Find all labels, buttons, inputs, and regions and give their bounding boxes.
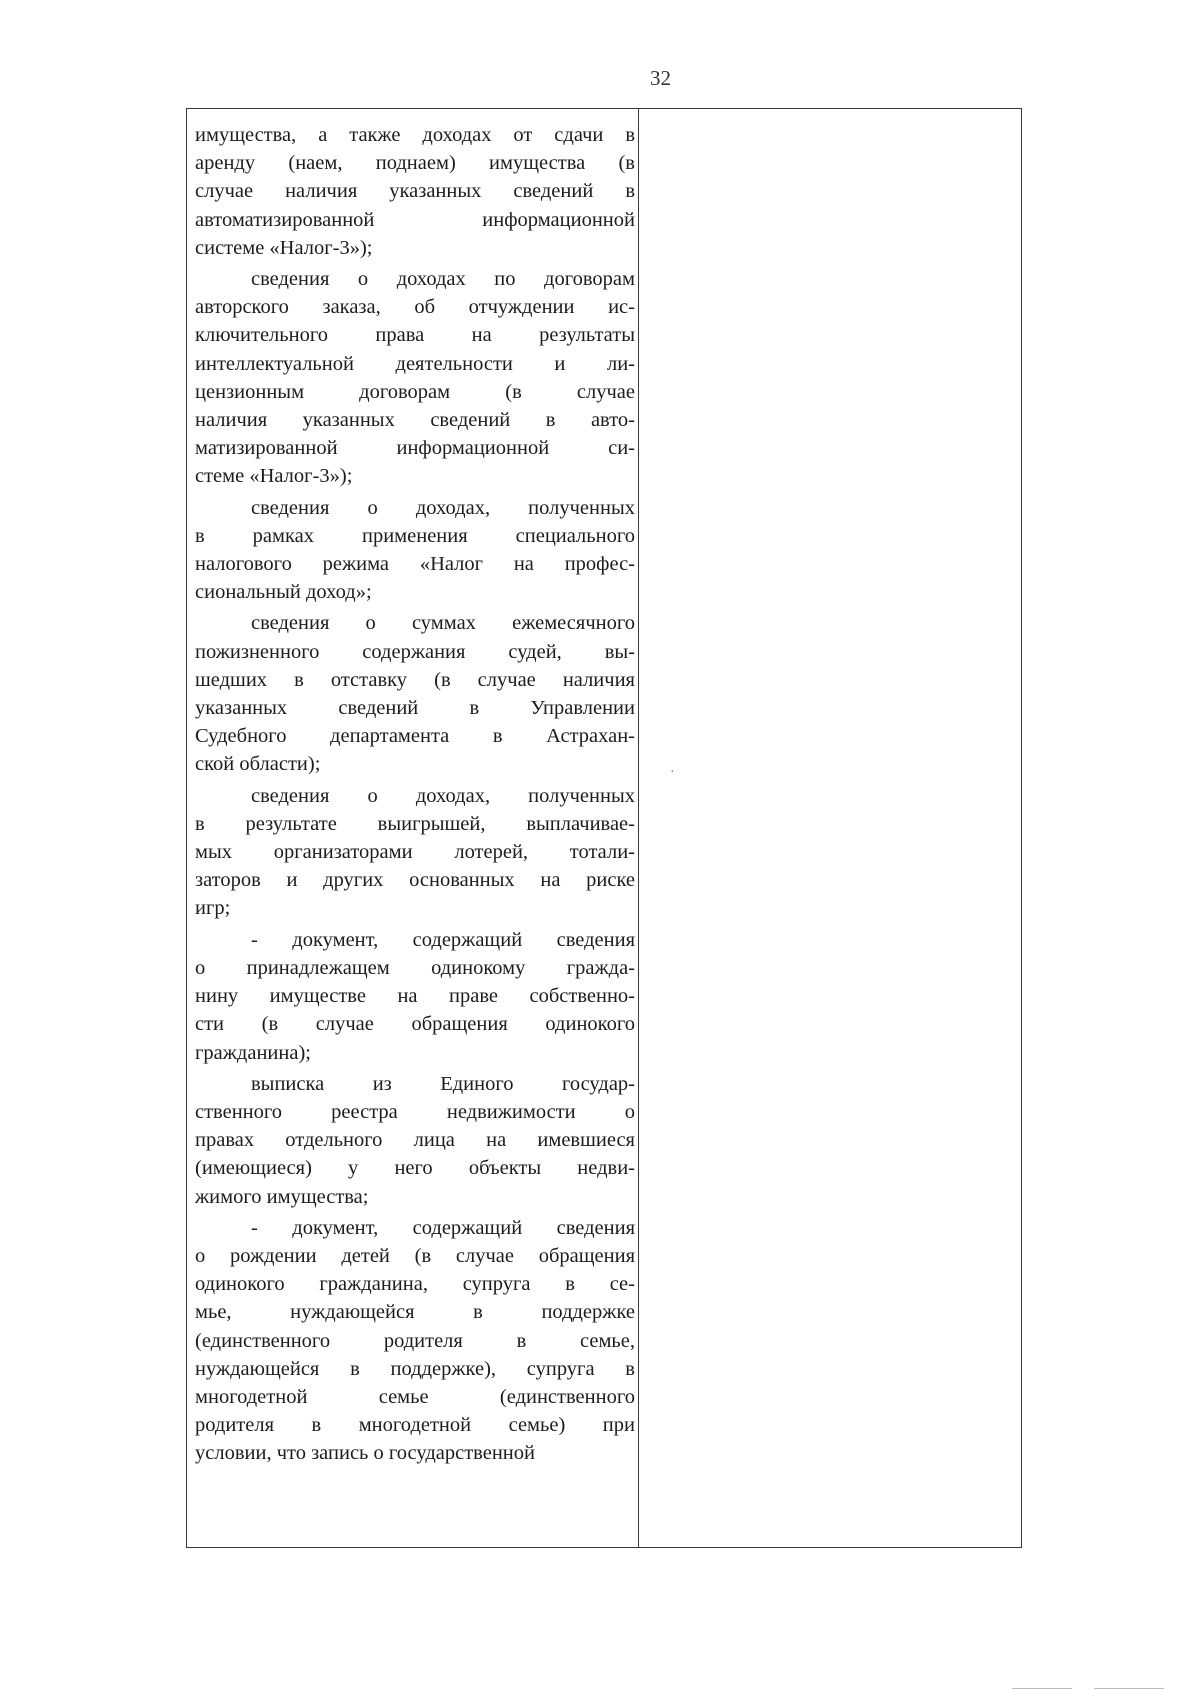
column-divider: [638, 109, 639, 1547]
text-line: сведения о доходах, полученных: [251, 496, 635, 519]
text-line: игр;: [195, 897, 231, 920]
text-line: случае наличия указанных сведений в: [195, 180, 635, 203]
paragraph: [195, 494, 635, 607]
document-table: [186, 108, 1022, 1548]
text-line: в результате выигрышей, выплачивае-: [195, 812, 635, 835]
paragraph: [195, 609, 635, 778]
text-line: матизированной информационной си-: [195, 437, 635, 460]
paragraph: [195, 1214, 635, 1468]
text-line: (имеющиеся) у него объекты недви-: [195, 1157, 635, 1180]
text-line: автоматизированной информационной: [195, 208, 635, 231]
text-line: шедших в отставку (в случае наличия: [195, 668, 635, 691]
paragraph: [195, 926, 635, 1067]
text-line: в рамках применения специального: [195, 524, 635, 547]
text-line: о принадлежащем одинокому гражда-: [195, 956, 635, 979]
text-line: условии, что запись о государственной: [195, 1442, 535, 1465]
text-line: авторского заказа, об отчуждении ис-: [195, 296, 635, 319]
paragraph: [195, 121, 635, 262]
text-line: заторов и других основанных на риске: [195, 869, 635, 892]
text-line: стеме «Налог-3»);: [195, 465, 353, 488]
text-line: родителя в многодетной семье) при: [195, 1414, 635, 1437]
text-line: жимого имущества;: [195, 1185, 369, 1208]
text-line: интеллектуальной деятельности и ли-: [195, 352, 635, 375]
text-line: имущества, а также доходах от сдачи в: [195, 124, 635, 146]
text-line: ключительного права на результаты: [195, 324, 635, 347]
text-line: - документ, содержащий сведения: [251, 1216, 635, 1239]
text-line: мых организаторами лотерей, тотали-: [195, 841, 635, 864]
text-line: сведения о суммах ежемесячного: [251, 612, 635, 635]
text-line: (единственного родителя в семье,: [195, 1329, 635, 1352]
left-column-text: [195, 121, 635, 1471]
text-line: указанных сведений в Управлении: [195, 697, 635, 720]
text-line: выписка из Единого государ-: [251, 1072, 635, 1095]
text-line: гражданина);: [195, 1041, 311, 1064]
text-line: сведения о доходах, полученных: [251, 784, 635, 807]
text-line: мье, нуждающейся в поддержке: [195, 1301, 635, 1324]
scan-mark-bottom-left: [1012, 1688, 1072, 1689]
text-line: ственного реестра недвижимости о: [195, 1100, 635, 1123]
page-number: 32: [650, 66, 671, 90]
text-line: пожизненного содержания судей, вы-: [195, 640, 635, 663]
paragraph: [195, 782, 635, 923]
paragraph: [195, 1070, 635, 1211]
text-line: сведения о доходах по договорам: [251, 268, 635, 291]
text-line: Судебного департамента в Астрахан-: [195, 725, 635, 748]
paragraph: [195, 265, 635, 491]
text-line: многодетной семье (единственного: [195, 1385, 635, 1408]
text-line: о рождении детей (в случае обращения: [195, 1244, 635, 1267]
text-line: ской области);: [195, 753, 321, 776]
scan-mark-bottom-right: [1094, 1688, 1164, 1689]
text-line: нину имуществе на праве собственно-: [195, 985, 635, 1008]
text-line: системе «Налог-3»);: [195, 236, 373, 259]
text-line: - документ, содержащий сведения: [251, 928, 635, 951]
text-line: правах отдельного лица на имевшиеся: [195, 1129, 635, 1152]
text-line: налогового режима «Налог на профес-: [195, 553, 635, 576]
text-line: одинокого гражданина, супруга в се-: [195, 1273, 635, 1296]
text-line: сиональный доход»;: [195, 581, 372, 604]
text-line: сти (в случае обращения одинокого: [195, 1013, 635, 1036]
scan-speck: ·: [670, 765, 675, 780]
text-line: наличия указанных сведений в авто-: [195, 409, 635, 432]
text-line: аренду (наем, поднаем) имущества (в: [195, 152, 635, 175]
text-line: нуждающейся в поддержке), супруга в: [195, 1357, 635, 1380]
text-line: цензионным договорам (в случае: [195, 380, 635, 403]
